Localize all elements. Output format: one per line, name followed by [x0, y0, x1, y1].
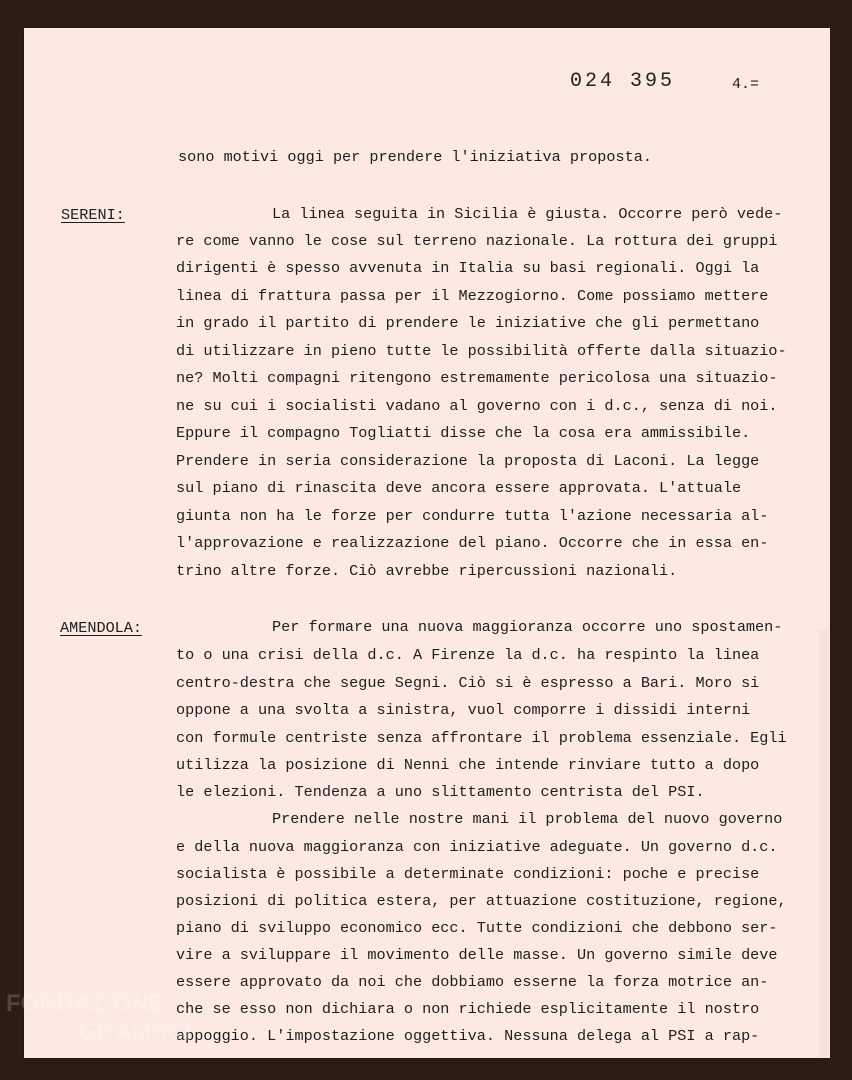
text-line: che se esso non dichiara o non richiede esplicitamente il nostro — [176, 1000, 760, 1018]
text-line: appoggio. L'impostazione oggettiva. Nessuna delega al PSI a rap- — [176, 1027, 760, 1045]
text-line: to o una crisi della d.c. A Firenze la d.c. ha respinto la linea — [176, 646, 760, 664]
intro-line: sono motivi oggi per prendere l'iniziativa proposta. — [178, 148, 652, 166]
text-line: La linea seguita in Sicilia è giusta. Occorre però vede- — [272, 205, 783, 223]
text-line: giunta non ha le forze per condurre tutta l'azione necessaria al- — [176, 507, 769, 525]
text-line: dirigenti è spesso avvenuta in Italia su basi regionali. Oggi la — [176, 259, 760, 277]
speaker-amendola: AMENDOLA: — [60, 619, 143, 637]
text-line: l'approvazione e realizzazione del piano. Occorre che in essa en- — [176, 534, 769, 552]
text-line: utilizza la posizione di Nenni che intende rinviare tutto a dopo — [176, 756, 760, 774]
text-line: re come vanno le cose sul terreno nazionale. La rottura dei gruppi — [176, 232, 778, 250]
text-line: con formule centriste senza affrontare il problema essenziale. Egli — [176, 729, 787, 747]
watermark-line1: FONDAZIONE — [6, 990, 165, 1017]
text-line: Per formare una nuova maggioranza occorre uno spostamen- — [272, 618, 783, 636]
watermark-line2: GRAMSCI — [78, 1018, 192, 1045]
page-torn-edge — [818, 630, 828, 1058]
text-line: piano di sviluppo economico ecc. Tutte condizioni che debbono ser- — [176, 919, 778, 937]
text-line: di utilizzare in pieno tutte le possibilità offerte dalla situazio- — [176, 342, 787, 360]
text-line: essere approvato da noi che dobbiamo esserne la forza motrice an- — [176, 973, 769, 991]
text-line: sul piano di rinascita deve ancora essere approvata. L'attuale — [176, 479, 742, 497]
text-line: Prendere nelle nostre mani il problema del nuovo governo — [272, 810, 783, 828]
speaker-sereni: SERENI: — [61, 206, 125, 224]
text-line: vire a sviluppare il movimento delle masse. Un governo simile deve — [176, 946, 778, 964]
text-line: centro-destra che segue Segni. Ciò si è espresso a Bari. Moro si — [176, 674, 760, 692]
text-line: in grado il partito di prendere le iniziative che gli permettano — [176, 314, 760, 332]
text-line: ne? Molti compagni ritengono estremamente pericolosa una situazio- — [176, 369, 778, 387]
text-line: le elezioni. Tendenza a uno slittamento centrista del PSI. — [176, 783, 705, 801]
text-line: trino altre forze. Ciò avrebbe ripercussioni nazionali. — [176, 562, 678, 580]
document-number: 024 395 — [570, 70, 676, 93]
text-line: Eppure il compagno Togliatti disse che la cosa era ammissibile. — [176, 424, 751, 442]
page-mark: 4.= — [732, 76, 760, 93]
text-line: e della nuova maggioranza con iniziative adeguate. Un governo d.c. — [176, 838, 778, 856]
text-line: Prendere in seria considerazione la proposta di Laconi. La legge — [176, 452, 760, 470]
text-line: oppone a una svolta a sinistra, vuol comporre i dissidi interni — [176, 701, 751, 719]
text-line: ne su cui i socialisti vadano al governo con i d.c., senza di noi. — [176, 397, 778, 415]
text-line: linea di frattura passa per il Mezzogiorno. Come possiamo mettere — [176, 287, 769, 305]
text-line: socialista è possibile a determinate condizioni: poche e precise — [176, 865, 760, 883]
text-line: posizioni di politica estera, per attuazione costituzione, regione, — [176, 892, 787, 910]
